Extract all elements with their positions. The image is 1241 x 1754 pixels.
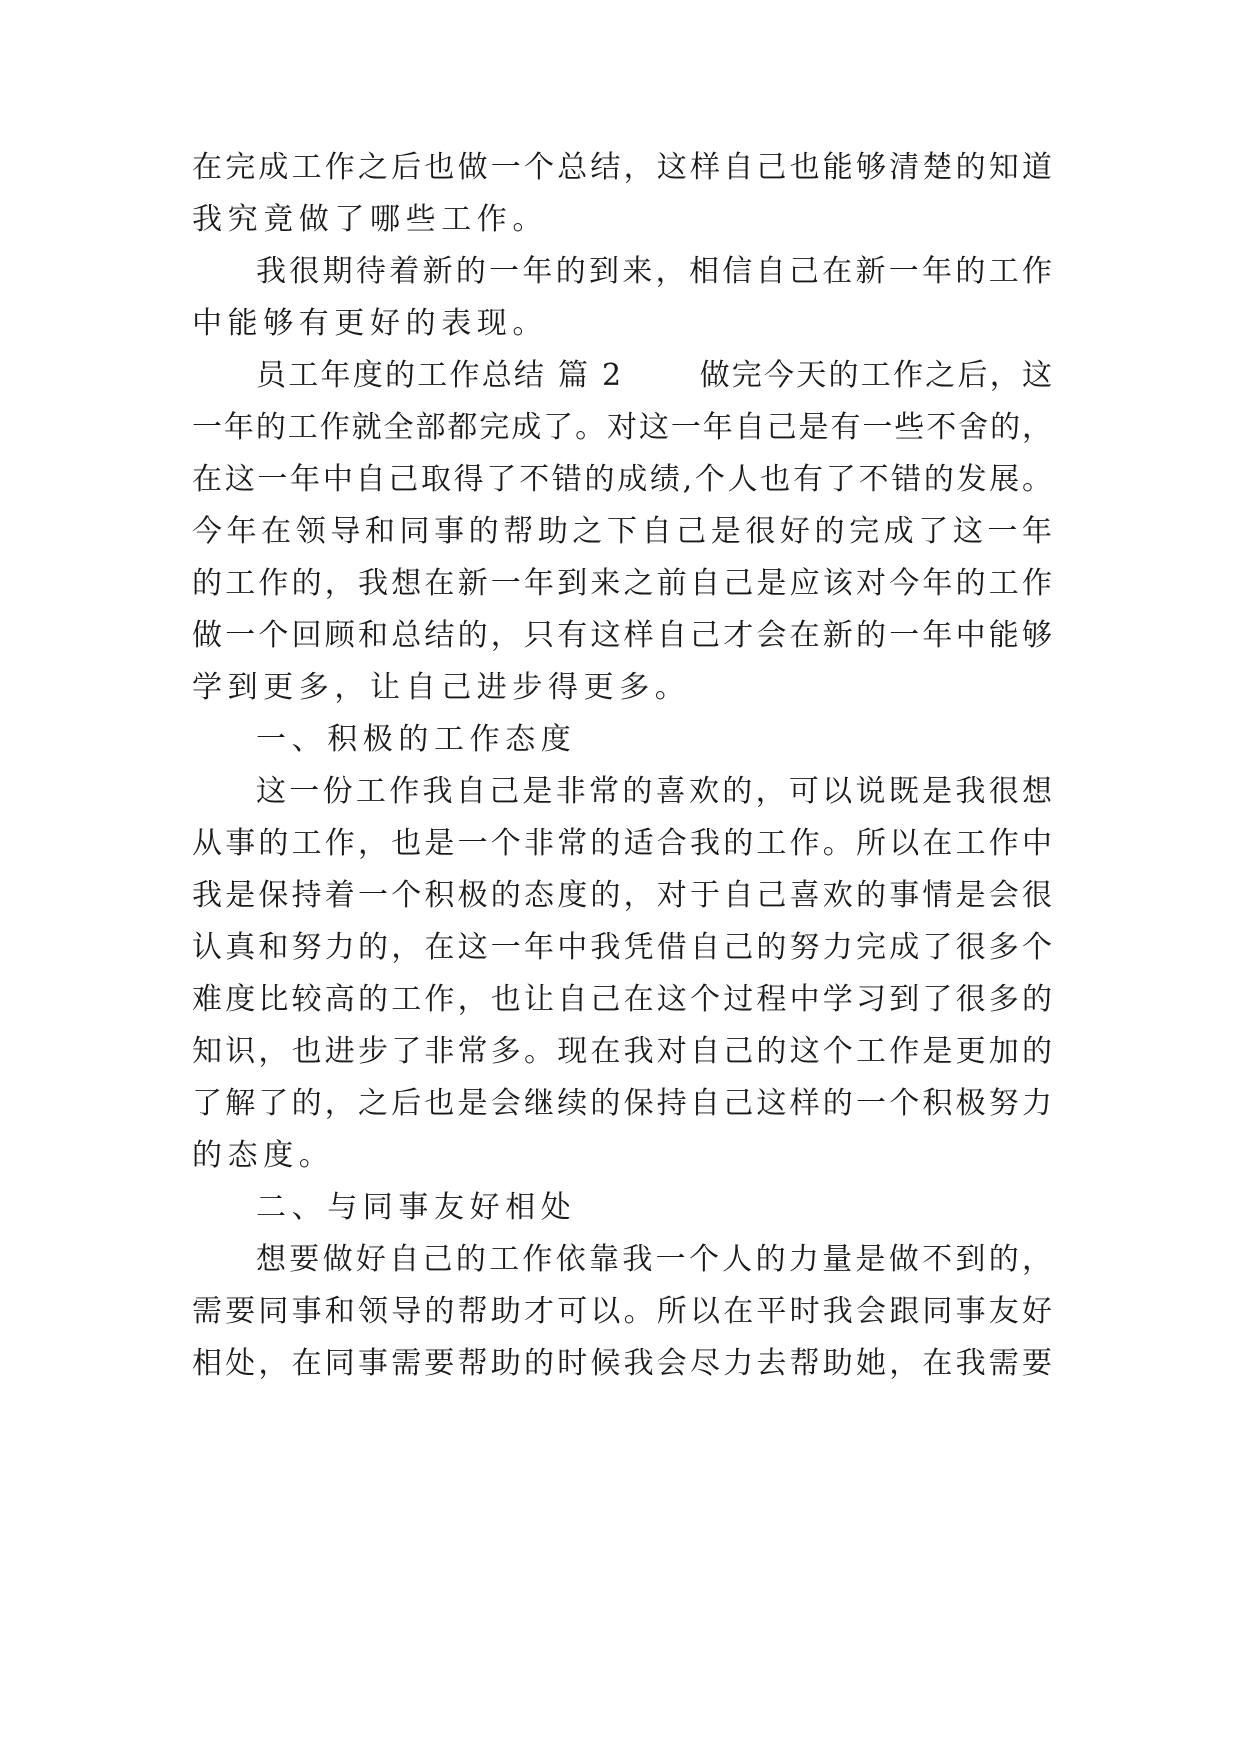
paragraph-line: 我很期待着新的一年的到来，相信自己在新一年的工作	[256, 254, 1052, 289]
paragraph-line: 这一份工作我自己是非常的喜欢的，可以说既是我很想	[256, 774, 1052, 809]
paragraph-line: 需要同事和领导的帮助才可以。所以在平时我会跟同事友好	[192, 1294, 1052, 1329]
paragraph-line: 做一个回顾和总结的，只有这样自己才会在新的一年中能够	[192, 618, 1052, 653]
paragraph-line: 从事的工作，也是一个非常的适合我的工作。所以在工作中	[192, 826, 1052, 861]
paragraph-line: 认真和努力的，在这一年中我凭借自己的努力完成了很多个	[192, 930, 1052, 965]
paragraph-line: 想要做好自己的工作依靠我一个人的力量是做不到的，	[256, 1242, 1052, 1277]
paragraph-line: 的态度。	[192, 1138, 335, 1173]
paragraph-line: 难度比较高的工作，也让自己在这个过程中学习到了很多的	[192, 982, 1052, 1017]
paragraph-line: 了解了的，之后也是会继续的保持自己这样的一个积极努力	[192, 1086, 1052, 1121]
paragraph-line: 我是保持着一个积极的态度的，对于自己喜欢的事情是会很	[192, 878, 1052, 913]
subheading: 一、积极的工作态度	[256, 722, 577, 757]
paragraph-line: 一年的工作就全部都完成了。对这一年自己是有一些不舍的，	[192, 410, 1052, 445]
paragraph-line: 在这一年中自己取得了不错的成绩,个人也有了不错的发展。	[192, 462, 1052, 497]
paragraph-line: 今年在领导和同事的帮助之下自己是很好的完成了这一年	[192, 514, 1052, 549]
paragraph-line: 相处，在同事需要帮助的时候我会尽力去帮助她，在我需要	[192, 1346, 1052, 1381]
paragraph-line: 学到更多，让自己进步得更多。	[192, 670, 691, 705]
paragraph-line: 知识，也进步了非常多。现在我对自己的这个工作是更加的	[192, 1034, 1052, 1069]
subheading: 二、与同事友好相处	[256, 1190, 577, 1225]
paragraph-line: 我究竟做了哪些工作。	[192, 202, 548, 237]
paragraph-line: 的工作的，我想在新一年到来之前自己是应该对今年的工作	[192, 566, 1052, 601]
paragraph-line: 中能够有更好的表现。	[192, 306, 548, 341]
paragraph-line: 在完成工作之后也做一个总结，这样自己也能够清楚的知道	[192, 150, 1052, 185]
section-heading-line: 员工年度的工作总结 篇 2 做完今天的工作之后，这	[256, 358, 1052, 393]
